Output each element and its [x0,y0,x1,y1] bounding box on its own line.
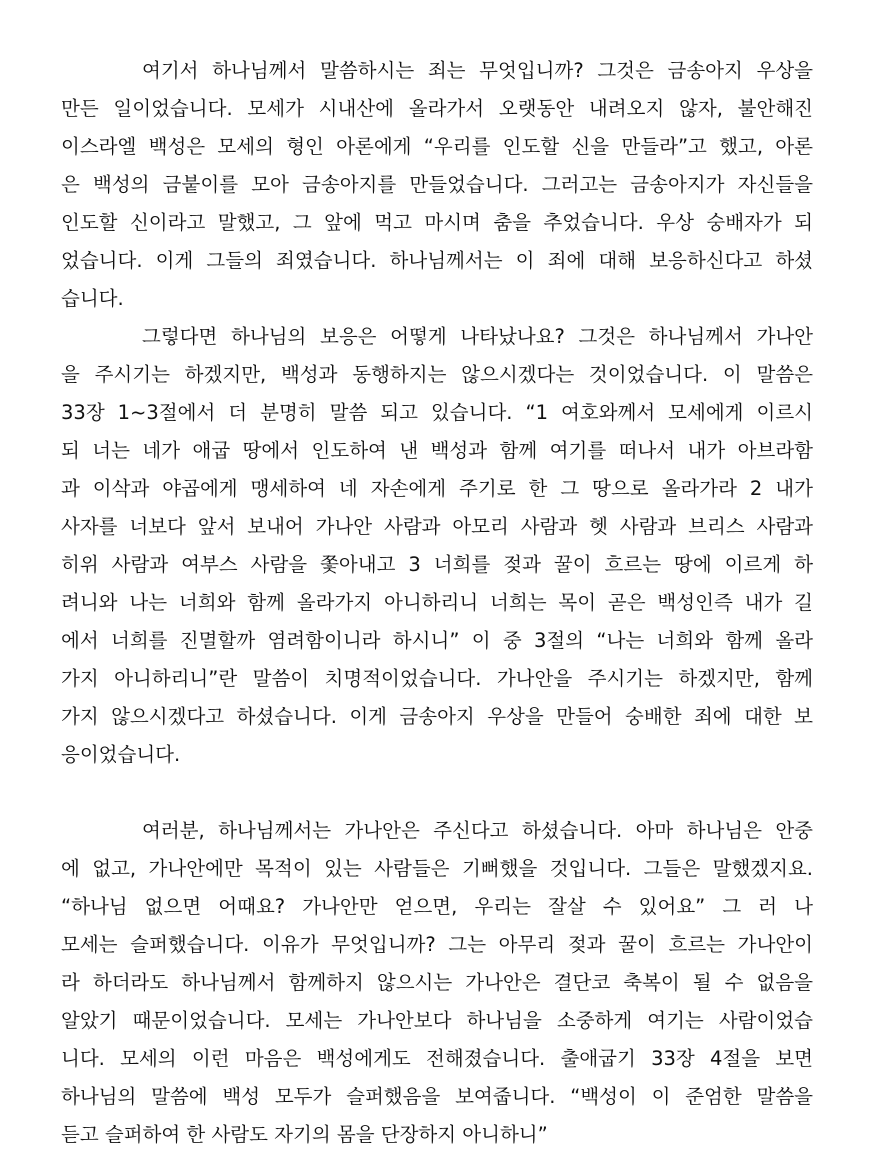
text-line: 이스라엘 백성은 모세의 형인 아론에게 “우리를 인도할 신을 만들라”고 했고, 아론 [61,135,813,158]
text-line: 만든 일이었습니다. 모세가 시내산에 올라가서 오랫동안 내려오지 않자, 불안해진 [61,97,813,120]
text-line: 에서 너희를 진멸할까 염려함이니라 하시니” 이 중 3절의 “나는 너희와 함께 올라 [61,629,813,652]
text-line: 듣고 슬퍼하여 한 사람도 자기의 몸을 단장하지 아니하니” [61,1123,548,1146]
text-line: “하나님 없으면 어때요? 가나안만 얻으면, 우리는 잘살 수 있어요” 그 러 나 [61,895,813,918]
text-line: 가지 아니하리니”란 말씀이 치명적이었습니다. 가나안을 주시기는 하겠지만, 함께 [61,667,813,690]
text-line: 여러분, 하나님께서는 가나안은 주신다고 하셨습니다. 아마 하나님은 안중 [142,819,813,842]
text-line: 알았기 때문이었습니다. 모세는 가나안보다 하나님을 소중하게 여기는 사람이었습 [61,1009,813,1032]
text-line: 었습니다. 이게 그들의 죄였습니다. 하나님께서는 이 죄에 대해 보응하신다고 하셨 [61,249,813,272]
text-line: 과 이삭과 야곱에게 맹세하여 네 자손에게 주기로 한 그 땅으로 올라가라 2 내가 [61,477,813,500]
text-line: 응이었습니다. [61,743,181,766]
text-line: 인도할 신이라고 말했고, 그 앞에 먹고 마시며 춤을 추었습니다. 우상 숭배자가 되 [61,211,813,234]
text-line: 모세는 슬퍼했습니다. 이유가 무엇입니까? 그는 아무리 젖과 꿀이 흐르는 가나안이 [61,933,813,956]
text-line: 여기서 하나님께서 말씀하시는 죄는 무엇입니까? 그것은 금송아지 우상을 [142,59,813,82]
text-line: 습니다. [61,287,124,310]
text-line: 은 백성의 금붙이를 모아 금송아지를 만들었습니다. 그러고는 금송아지가 자신들을 [61,173,813,196]
text-line: 히위 사람과 여부스 사람을 쫓아내고 3 너희를 젖과 꿀이 흐르는 땅에 이르게 하 [61,553,813,576]
text-line: 가지 않으시겠다고 하셨습니다. 이게 금송아지 우상을 만들어 숭배한 죄에 대한 보 [61,705,813,728]
text-line: 하나님의 말씀에 백성 모두가 슬퍼했음을 보여줍니다. “백성이 이 준엄한 말씀을 [61,1085,813,1108]
text-line: 니다. 모세의 이런 마음은 백성에게도 전해졌습니다. 출애굽기 33장 4절을 보면 [61,1047,813,1070]
text-line: 되 너는 네가 애굽 땅에서 인도하여 낸 백성과 함께 여기를 떠나서 내가 아브라함 [61,439,813,462]
text-line: 그렇다면 하나님의 보응은 어떻게 나타났나요? 그것은 하나님께서 가나안 [142,325,813,348]
text-line: 라 하더라도 하나님께서 함께하지 않으시는 가나안은 결단코 축복이 될 수 없음을 [61,971,813,994]
text-line: 을 주시기는 하겠지만, 백성과 동행하지는 않으시겠다는 것이었습니다. 이 말씀은 [61,363,813,386]
text-line: 33장 1~3절에서 더 분명히 말씀 되고 있습니다. “1 여호와께서 모세에게 이르시 [61,401,813,424]
text-line: 에 없고, 가나안에만 목적이 있는 사람들은 기뻐했을 것입니다. 그들은 말했겠지요. [61,857,813,880]
text-line: 사자를 너보다 앞서 보내어 가나안 사람과 아모리 사람과 헷 사람과 브리스 사람과 [61,515,813,538]
text-line: 려니와 나는 너희와 함께 올라가지 아니하리니 너희는 목이 곧은 백성인즉 내가 길 [61,591,813,614]
